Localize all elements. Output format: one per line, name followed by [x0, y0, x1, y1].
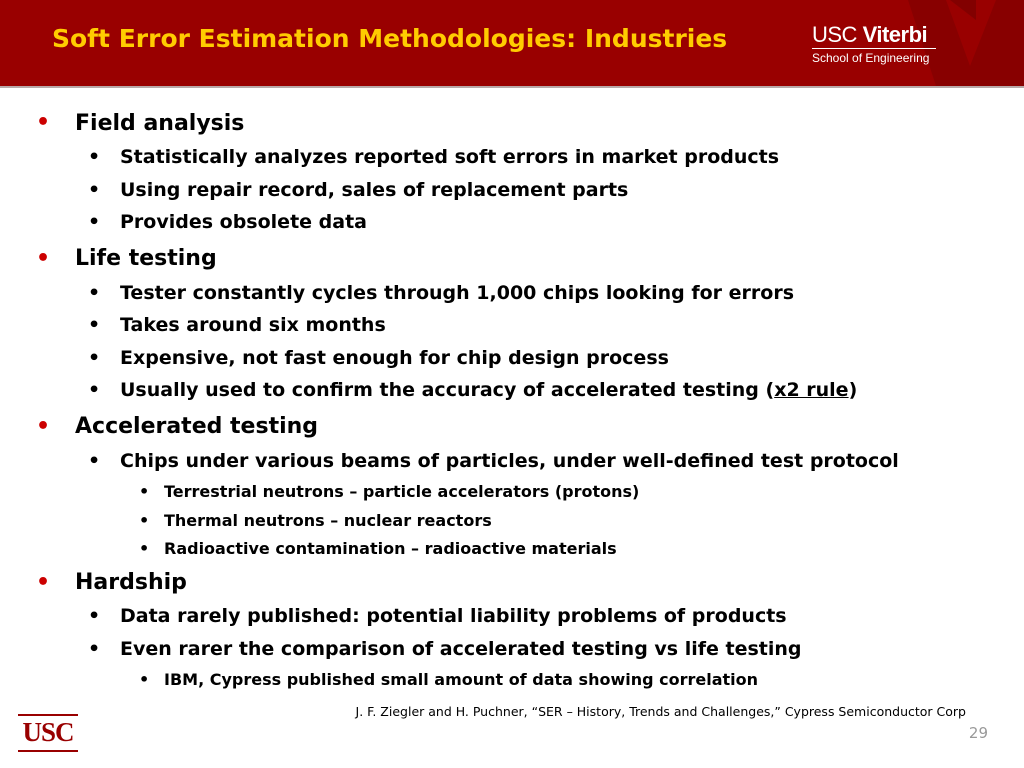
section-heading: Hardship [75, 570, 187, 595]
bullet-icon: • [88, 282, 101, 304]
bullet-icon: • [88, 450, 101, 472]
bullet-icon: • [88, 605, 101, 627]
bullet-icon: • [139, 511, 150, 530]
sub-list-item: IBM, Cypress published small amount of data showing correlation [164, 670, 759, 689]
logo-usc-text: USC [812, 22, 857, 47]
slide-title: Soft Error Estimation Methodologies: Industries [52, 24, 728, 53]
bullet-icon: • [139, 482, 150, 501]
bullet-icon: • [88, 211, 101, 233]
bullet-icon: • [36, 246, 51, 271]
header-divider [0, 86, 1024, 88]
list-item: Expensive, not fast enough for chip design process [120, 347, 669, 369]
sub-list-item: Terrestrial neutrons – particle accelerators (protons) [164, 482, 640, 501]
list-item-text-end: ) [848, 379, 858, 401]
logo-viterbi-text: Viterbi [862, 22, 928, 47]
x2-rule-link[interactable]: x2 rule [774, 379, 849, 401]
bullet-icon: • [139, 539, 150, 558]
logo-divider [812, 48, 936, 49]
citation: J. F. Ziegler and H. Puchner, “SER – History, Trends and Challenges,” Cypress Semiconductor Corp [355, 704, 966, 719]
bullet-icon: • [88, 638, 101, 660]
section-heading: Accelerated testing [75, 414, 319, 439]
list-item: Provides obsolete data [120, 211, 367, 233]
sub-list-item: Radioactive contamination – radioactive materials [164, 539, 617, 558]
bullet-icon: • [36, 570, 51, 595]
bullet-icon: • [88, 146, 101, 168]
list-item [120, 379, 857, 401]
list-item: Takes around six months [120, 314, 386, 336]
bullet-icon: • [88, 179, 101, 201]
list-item: Statistically analyzes reported soft errors in market products [120, 146, 780, 168]
bullet-icon: • [36, 110, 51, 135]
bullet-icon: • [139, 670, 150, 689]
section-heading: Field analysis [75, 111, 245, 136]
bullet-icon: • [88, 379, 101, 401]
list-item: Data rarely published: potential liability problems of products [120, 605, 787, 627]
list-item: Tester constantly cycles through 1,000 chips looking for errors [120, 282, 795, 304]
usc-viterbi-logo [800, 0, 1024, 86]
page-number: 29 [968, 724, 988, 742]
sub-list-item: Thermal neutrons – nuclear reactors [164, 511, 492, 530]
bullet-icon: • [88, 314, 101, 336]
usc-logo-text: USC [22, 717, 74, 747]
bullet-icon: • [36, 414, 51, 439]
list-item: Even rarer the comparison of accelerated testing vs life testing [120, 638, 802, 660]
logo-rule-bottom [18, 750, 78, 752]
logo-school-text: School of Engineering [812, 51, 930, 65]
usc-footer-logo [18, 714, 78, 754]
list-item-text: Usually used to confirm the accuracy of accelerated testing ( [120, 379, 775, 401]
list-item: Chips under various beams of particles, under well-defined test protocol [120, 450, 899, 472]
list-item: Using repair record, sales of replacement parts [120, 179, 629, 201]
bullet-icon: • [88, 347, 101, 369]
slide-header [0, 0, 1024, 86]
logo-rule-top [18, 714, 78, 716]
section-heading: Life testing [75, 246, 217, 271]
